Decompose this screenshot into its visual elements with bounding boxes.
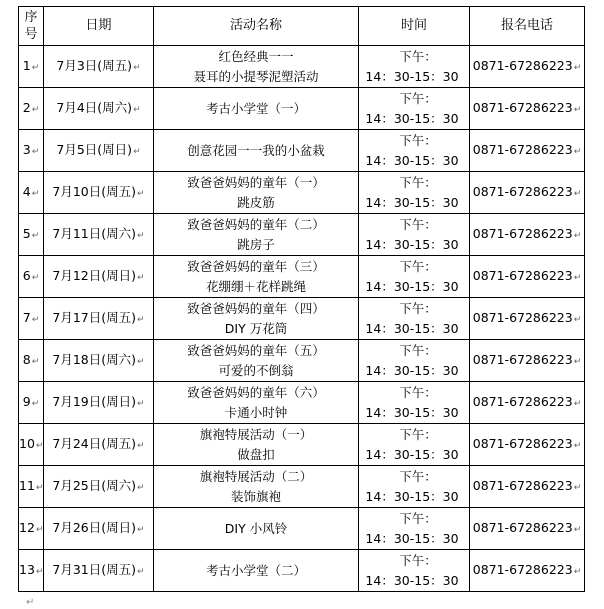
cell-time: [359, 172, 470, 214]
cell-time: [359, 424, 470, 466]
time-line-1: 下午：: [399, 342, 437, 358]
cell-date: 7月19日(周日)↵: [44, 382, 154, 424]
table-row: [19, 46, 585, 88]
time-line-2: 14：30-15：30: [365, 404, 459, 420]
cell-phone: 0871-67286223↵: [470, 46, 585, 88]
cell-activity: [154, 550, 359, 592]
header-time: 时间: [359, 7, 470, 46]
cell-activity: [154, 424, 359, 466]
activity-line-1: 旗袍特展活动（二）: [199, 468, 313, 484]
time-line-2: 14：30-15：30: [365, 572, 459, 588]
activity-line-1: 旗袍特展活动（一）: [199, 426, 313, 442]
activity-line-2: 装饰旗袍: [230, 488, 281, 504]
cell-time: [359, 88, 470, 130]
table-row: [19, 382, 585, 424]
cell-no: 5↵: [19, 214, 44, 256]
cell-time: [359, 130, 470, 172]
cell-phone: 0871-67286223↵: [470, 214, 585, 256]
activity-line-2: 做盘扣: [237, 446, 275, 462]
cell-no: 7↵: [19, 298, 44, 340]
cell-phone: 0871-67286223↵: [470, 130, 585, 172]
cell-time: [359, 550, 470, 592]
cell-phone: 0871-67286223↵: [470, 88, 585, 130]
activity-line-1: 红色经典一一: [218, 48, 294, 64]
table-row: [19, 298, 585, 340]
time-line-1: 下午：: [399, 426, 437, 442]
cell-phone: 0871-67286223↵: [470, 550, 585, 592]
cell-activity: [154, 466, 359, 508]
cell-activity: [154, 340, 359, 382]
time-line-2: 14：30-15：30: [365, 68, 459, 84]
time-line-1: 下午：: [399, 132, 437, 148]
table-row: [19, 256, 585, 298]
table-body: [19, 46, 585, 592]
table-header-row: [19, 7, 585, 46]
activity-line-2: 卡通小时钟: [224, 404, 288, 420]
cell-no: 11↵: [19, 466, 44, 508]
activity-line-2: DIY 万花筒: [224, 320, 288, 336]
activity-line-1: 考古小学堂（二）: [205, 562, 306, 578]
paragraph-mark: ↵: [26, 597, 35, 608]
time-line-1: 下午：: [399, 384, 437, 400]
cell-activity: [154, 130, 359, 172]
activity-line-1: 致爸爸妈妈的童年（六）: [187, 384, 325, 400]
cell-date: 7月25日(周六)↵: [44, 466, 154, 508]
time-line-1: 下午：: [399, 552, 437, 568]
activity-line-1: 考古小学堂（一）: [205, 100, 306, 116]
table-row: [19, 172, 585, 214]
time-line-2: 14：30-15：30: [365, 320, 459, 336]
cell-phone: 0871-67286223↵: [470, 340, 585, 382]
header-no-label: 序号: [24, 10, 38, 42]
cell-time: [359, 46, 470, 88]
cell-activity: [154, 508, 359, 550]
time-line-1: 下午：: [399, 258, 437, 274]
time-line-2: 14：30-15：30: [365, 278, 459, 294]
cell-phone: 0871-67286223↵: [470, 466, 585, 508]
cell-phone: 0871-67286223↵: [470, 298, 585, 340]
table-row: [19, 508, 585, 550]
table-row: [19, 214, 585, 256]
cell-time: [359, 508, 470, 550]
cell-no: 3↵: [19, 130, 44, 172]
activity-line-2: 跳皮筋: [237, 194, 275, 210]
cell-activity: [154, 214, 359, 256]
table-row: [19, 130, 585, 172]
activity-line-2: 可爱的不倒翁: [218, 362, 294, 378]
activity-line-1: 致爸爸妈妈的童年（一）: [187, 174, 325, 190]
header-no: [19, 7, 44, 46]
table-row: [19, 550, 585, 592]
cell-time: [359, 298, 470, 340]
cell-date: 7月11日(周六)↵: [44, 214, 154, 256]
time-line-2: 14：30-15：30: [365, 110, 459, 126]
header-date: 日期: [44, 7, 154, 46]
cell-no: 4↵: [19, 172, 44, 214]
cell-no: 6↵: [19, 256, 44, 298]
table-row: [19, 340, 585, 382]
activity-schedule-table: [18, 6, 585, 592]
time-line-1: 下午：: [399, 468, 437, 484]
cell-phone: 0871-67286223↵: [470, 172, 585, 214]
cell-activity: [154, 172, 359, 214]
time-line-1: 下午：: [399, 48, 437, 64]
cell-no: 2↵: [19, 88, 44, 130]
cell-time: [359, 256, 470, 298]
activity-line-2: 聂耳的小提琴泥塑活动: [193, 68, 319, 84]
cell-no: 8↵: [19, 340, 44, 382]
time-line-2: 14：30-15：30: [365, 446, 459, 462]
table-row: [19, 424, 585, 466]
cell-date: 7月10日(周五)↵: [44, 172, 154, 214]
activity-line-1: DIY 小风铃: [224, 520, 288, 536]
cell-date: 7月4日(周六)↵: [44, 88, 154, 130]
time-line-2: 14：30-15：30: [365, 362, 459, 378]
cell-activity: [154, 256, 359, 298]
cell-time: [359, 214, 470, 256]
cell-no: 9↵: [19, 382, 44, 424]
cell-no: 1↵: [19, 46, 44, 88]
cell-date: 7月3日(周五)↵: [44, 46, 154, 88]
header-phone: 报名电话: [470, 7, 585, 46]
cell-activity: [154, 46, 359, 88]
cell-phone: 0871-67286223↵: [470, 424, 585, 466]
cell-date: 7月5日(周日)↵: [44, 130, 154, 172]
cell-date: 7月17日(周五)↵: [44, 298, 154, 340]
cell-activity: [154, 382, 359, 424]
time-line-1: 下午：: [399, 174, 437, 190]
cell-date: 7月12日(周日)↵: [44, 256, 154, 298]
cell-date: 7月26日(周日)↵: [44, 508, 154, 550]
activity-line-2: 跳房子: [237, 236, 275, 252]
table-row: [19, 88, 585, 130]
activity-line-1: 致爸爸妈妈的童年（二）: [187, 216, 325, 232]
activity-line-1: 致爸爸妈妈的童年（五）: [187, 342, 325, 358]
cell-date: 7月18日(周六)↵: [44, 340, 154, 382]
time-line-2: 14：30-15：30: [365, 488, 459, 504]
time-line-1: 下午：: [399, 216, 437, 232]
cell-time: [359, 382, 470, 424]
time-line-1: 下午：: [399, 510, 437, 526]
activity-line-1: 致爸爸妈妈的童年（四）: [187, 300, 325, 316]
cell-activity: [154, 88, 359, 130]
activity-line-1: 创意花园一一我的小盆栽: [187, 142, 325, 158]
cell-no: 12↵: [19, 508, 44, 550]
time-line-2: 14：30-15：30: [365, 152, 459, 168]
cell-phone: 0871-67286223↵: [470, 508, 585, 550]
activity-line-2: 花绷绷＋花样跳绳: [205, 278, 306, 294]
cell-no: 10↵: [19, 424, 44, 466]
table-row: [19, 466, 585, 508]
cell-time: [359, 340, 470, 382]
time-line-2: 14：30-15：30: [365, 236, 459, 252]
cell-date: 7月24日(周五)↵: [44, 424, 154, 466]
cell-date: 7月31日(周五)↵: [44, 550, 154, 592]
time-line-2: 14：30-15：30: [365, 530, 459, 546]
cell-time: [359, 466, 470, 508]
cell-phone: 0871-67286223↵: [470, 256, 585, 298]
header-activity: 活动名称: [154, 7, 359, 46]
activity-line-1: 致爸爸妈妈的童年（三）: [187, 258, 325, 274]
cell-activity: [154, 298, 359, 340]
time-line-2: 14：30-15：30: [365, 194, 459, 210]
cell-phone: 0871-67286223↵: [470, 382, 585, 424]
time-line-1: 下午：: [399, 300, 437, 316]
cell-no: 13↵: [19, 550, 44, 592]
time-line-1: 下午：: [399, 90, 437, 106]
